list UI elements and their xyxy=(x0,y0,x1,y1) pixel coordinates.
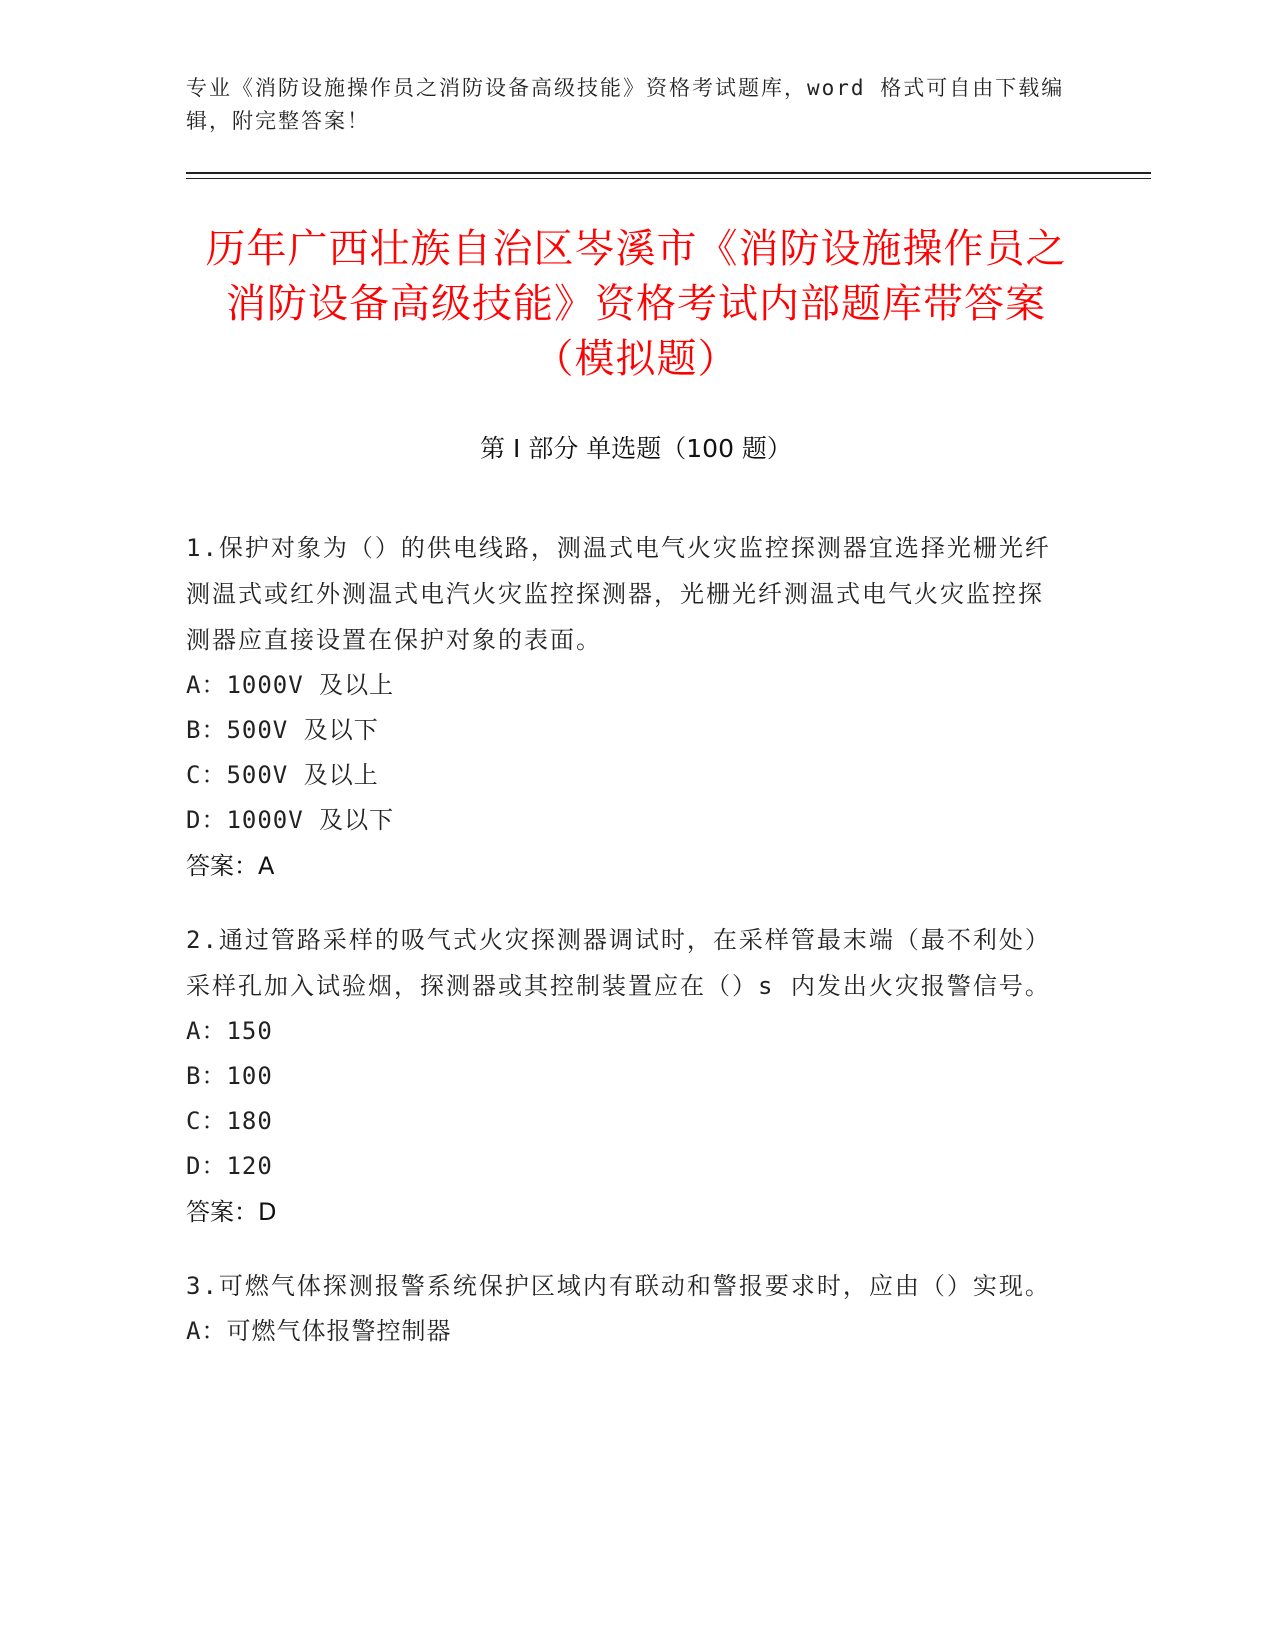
option-c: C：500V 及以上 xyxy=(186,761,379,789)
option-c: C：180 xyxy=(186,1107,273,1135)
question-list xyxy=(186,525,1066,1382)
option-d: D：1000V 及以下 xyxy=(186,806,395,834)
option-a: A：可燃气体报警控制器 xyxy=(186,1317,452,1345)
header-note: 专业《消防设施操作员之消防设备高级技能》资格考试题库，word 格式可自由下载编辑，附完整答案！ xyxy=(186,76,1065,133)
question-1 xyxy=(186,525,1066,889)
header-divider-thick xyxy=(186,172,1151,174)
answer-line: 答案：D xyxy=(186,1198,277,1226)
option-b: B：500V 及以下 xyxy=(186,716,379,744)
question-3 xyxy=(186,1263,1066,1354)
header-divider-thin xyxy=(186,178,1151,179)
option-b: B：100 xyxy=(186,1062,273,1090)
question-stem: 1.保护对象为（）的供电线路，测温式电气火灾监控探测器宜选择光栅光纤测温式或红外测温式电汽火灾监控探测器，光栅光纤测温式电气火灾监控探测器应直接设置在保护对象的表面。 xyxy=(186,534,1051,654)
section-title: 第 I 部分 单选题（100 题） xyxy=(480,434,792,463)
document-title: 历年广西壮族自治区岑溪市《消防设施操作员之消防设备高级技能》资格考试内部题库带答案（模拟题） xyxy=(205,226,1067,382)
option-d: D：120 xyxy=(186,1152,273,1180)
question-stem: 2.通过管路采样的吸气式火灾探测器调试时，在采样管最末端（最不利处）采样孔加入试验烟，探测器或其控制装置应在（）s 内发出火灾报警信号。 xyxy=(186,926,1051,1000)
answer-line: 答案：A xyxy=(186,852,275,880)
question-2 xyxy=(186,917,1066,1235)
question-stem: 3.可燃气体探测报警系统保护区域内有联动和警报要求时，应由（）实现。 xyxy=(186,1272,1051,1300)
option-a: A：1000V 及以上 xyxy=(186,671,395,699)
option-a: A：150 xyxy=(186,1017,273,1045)
